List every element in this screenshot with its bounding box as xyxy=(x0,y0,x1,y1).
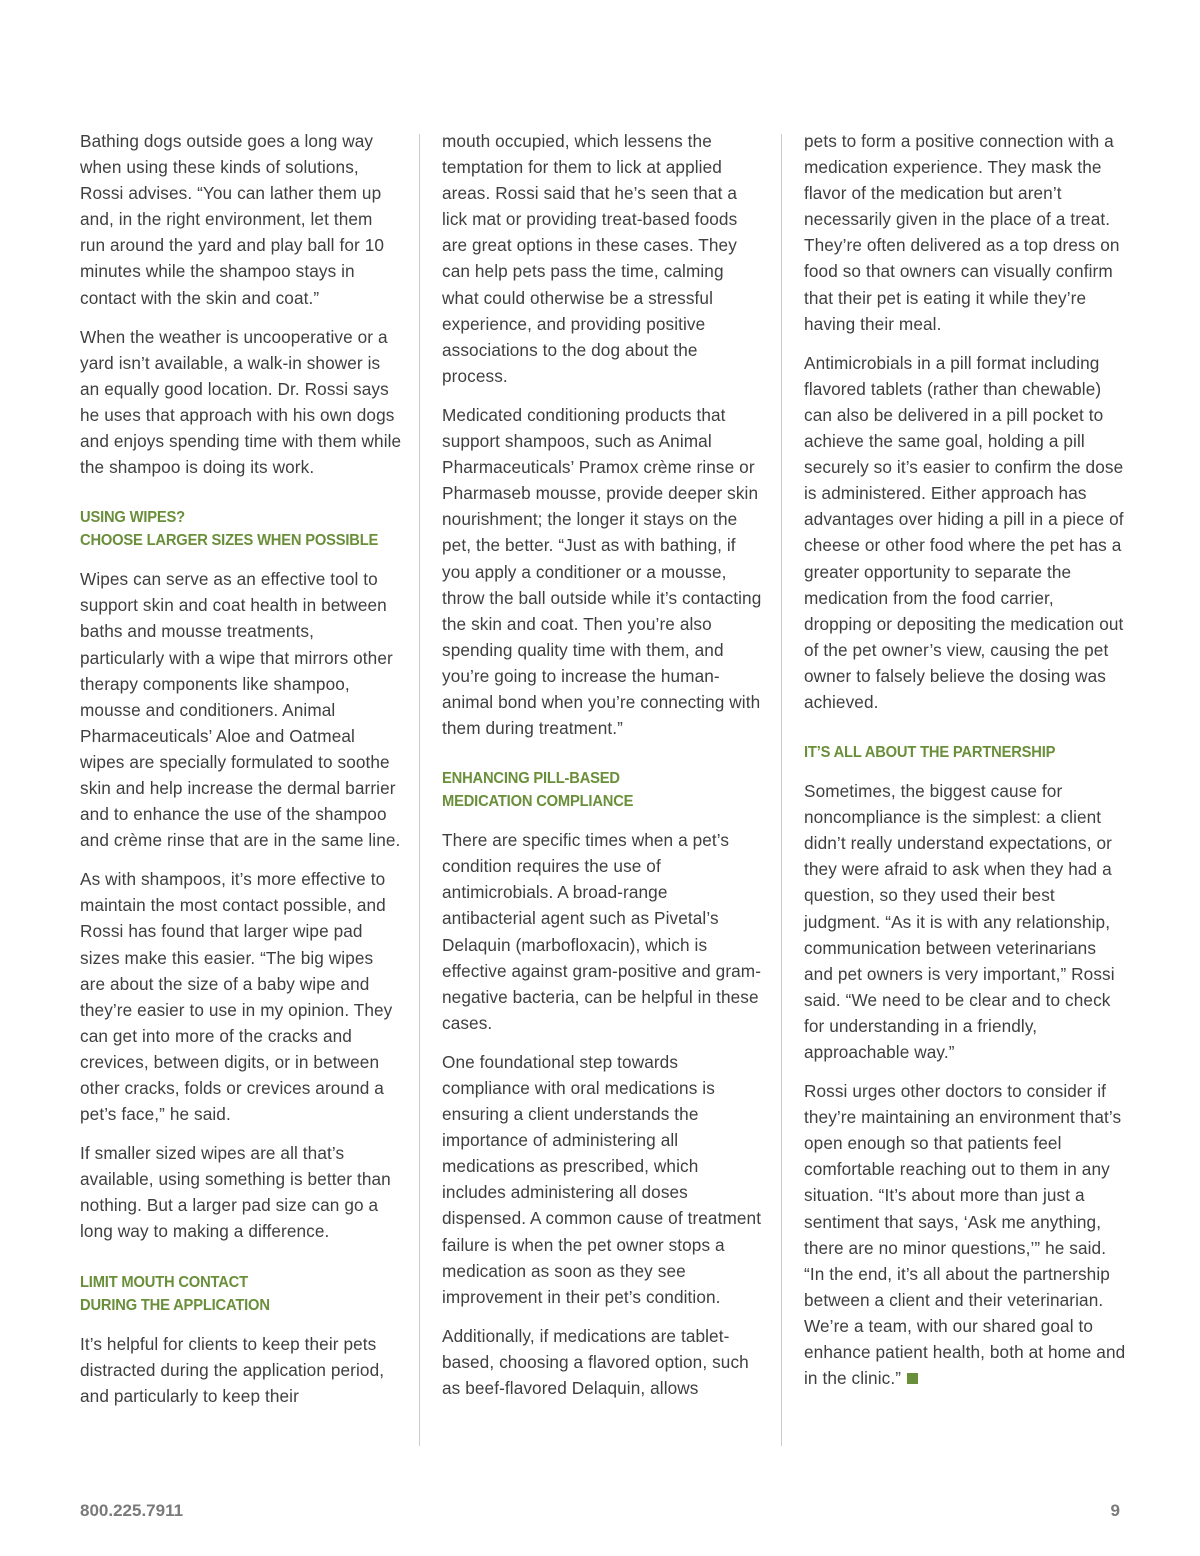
paragraph: Medicated conditioning products that support shampoos, such as Animal Pharmaceuticals’ Pramox crème rinse or Pharmaseb mousse, provide deeper skin nourishment; the longer it stays on the pet, the better. “Just as with bathing, if you apply a conditioner or a mousse, throw the ball outside while it’s contacting the skin and coat. Then you’re also spending quality time with them, and you’re going to increase the human-animal bond when you’re connecting with them during treatment.” xyxy=(442,404,762,739)
paragraph: As with shampoos, it’s more effective to maintain the most contact possible, and Rossi has found that larger wipe pad sizes make this easier. “The big wipes are about the size of a baby wipe and they’re easier to use in my opinion. They can get into more of the cracks and crevices, between digits, or in between other cracks, folds or crevices around a pet’s face,” he said. xyxy=(80,869,393,1125)
heading-line: CHOOSE LARGER SIZES WHEN POSSIBLE xyxy=(80,532,379,550)
paragraph: mouth occupied, which lessens the temptation for them to lick at applied areas. Rossi said that he’s seen that a lick mat or providing treat-based foods are great options in these cases. They can help pets pass the time, calming what could otherwise be a stressful experience, and providing positive associations to the dog about the process. xyxy=(442,131,738,386)
paragraph-final xyxy=(804,1078,1126,1391)
heading-line: MEDICATION COMPLIANCE xyxy=(442,793,634,811)
article-column-3 xyxy=(804,128,1126,1404)
paragraph: Antimicrobials in a pill format including flavored tablets (rather than chewable) can also be delivered in a pill pocket to achieve the same goal, holding a pill securely so it’s easier to confirm the dose is administered. Either approach has advantages over hiding a pill in a piece of cheese or other food where the pet has a greater opportunity to separate the medication from the food carrier, dropping or depositing the medication out of the pet owner’s view, causing the pet owner to falsely believe the dosing was achieved. xyxy=(804,352,1124,712)
heading-line: IT’S ALL ABOUT THE PARTNERSHIP xyxy=(804,744,1056,762)
paragraph: If smaller sized wipes are all that’s available, using something is better than nothing. But a larger pad size can go a long way to making a difference. xyxy=(80,1143,391,1242)
article-column-1 xyxy=(80,128,402,1422)
section-heading-mouth-contact xyxy=(80,1271,376,1317)
heading-line: DURING THE APPLICATION xyxy=(80,1296,270,1314)
column-divider-left xyxy=(419,134,420,1446)
page-number: 9 xyxy=(1110,1501,1120,1520)
paragraph: Additionally, if medications are tablet-based, choosing a flavored option, such as beef-flavored Delaquin, allows xyxy=(442,1325,749,1399)
article-column-2 xyxy=(442,128,764,1414)
section-heading-pill-compliance xyxy=(442,767,738,813)
section-heading-partnership xyxy=(804,741,1100,764)
paragraph: Sometimes, the biggest cause for noncompliance is the simplest: a client didn’t really understand expectations, or they were afraid to ask when they had a question, so they used their best judgment. “As it is with any relationship, communication between veterinarians and pet owners is very important,” Rossi said. “We need to be clear and to check for understanding in a friendly, approachable way.” xyxy=(804,781,1115,1062)
paragraph: There are specific times when a pet’s condition requires the use of antimicrobials. A broad-range antibacterial agent such as Pivetal’s Delaquin (marbofloxacin), which is effective against gram-positive and gram-negative bacteria, can be helpful in these cases. xyxy=(442,830,762,1033)
paragraph: Bathing dogs outside goes a long way when using these kinds of solutions, Rossi advises. “You can lather them up and, in the right environment, let them run around the yard and play ball for 10 minutes while the shampoo stays in contact with the skin and coat.” xyxy=(80,131,385,308)
paragraph: One foundational step towards compliance with oral medications is ensuring a client understands the importance of administering all medications as prescribed, which includes administering all doses dispensed. A common cause of treatment failure is when the pet owner stops a medication as soon as they see improvement in their pet’s condition. xyxy=(442,1051,762,1307)
paragraph: When the weather is uncooperative or a yard isn’t available, a walk-in shower is an equally good location. Dr. Rossi says he uses that approach with his own dogs and enjoys spending time with them while the shampoo is doing its work. xyxy=(80,326,402,478)
paragraph: pets to form a positive connection with a medication experience. They mask the flavor of the medication but aren’t necessarily given in the place of a treat. They’re often delivered as a top dress on food so that owners can visually confirm that their pet is eating it while they’re having their meal. xyxy=(804,131,1120,334)
paragraph-text: Rossi urges other doctors to consider if they’re maintaining an environment that’s open enough so that patients feel comfortable reaching out to them in any situation. “It’s about more than just a sentiment that says, ‘Ask me anything, there are no minor questions,’” he said. “In the end, it’s all about the partnership between a client and their veterinarian. We’re a team, with our shared goal to enhance patient health, both at home and in the clinic.” xyxy=(804,1081,1126,1389)
footer-phone-number: 800.225.7911 xyxy=(80,1501,184,1520)
paragraph: Wipes can serve as an effective tool to support skin and coat health in between baths and mousse treatments, particularly with a wipe that mirrors other therapy components like shampoo, mousse and conditioners. Animal Pharmaceuticals’ Aloe and Oatmeal wipes are specially formulated to soothe skin and help increase the dermal barrier and to enhance the use of the shampoo and crème rinse that are in the same line. xyxy=(80,569,401,851)
section-heading-wipes xyxy=(80,506,379,552)
heading-line: ENHANCING PILL-BASED xyxy=(442,770,620,788)
heading-line: USING WIPES? xyxy=(80,509,185,527)
paragraph: It’s helpful for clients to keep their pets distracted during the application period, and particularly to keep their xyxy=(80,1333,385,1406)
column-divider-right xyxy=(781,134,782,1446)
end-mark-square-icon xyxy=(907,1373,918,1384)
heading-line: LIMIT MOUTH CONTACT xyxy=(80,1273,248,1291)
